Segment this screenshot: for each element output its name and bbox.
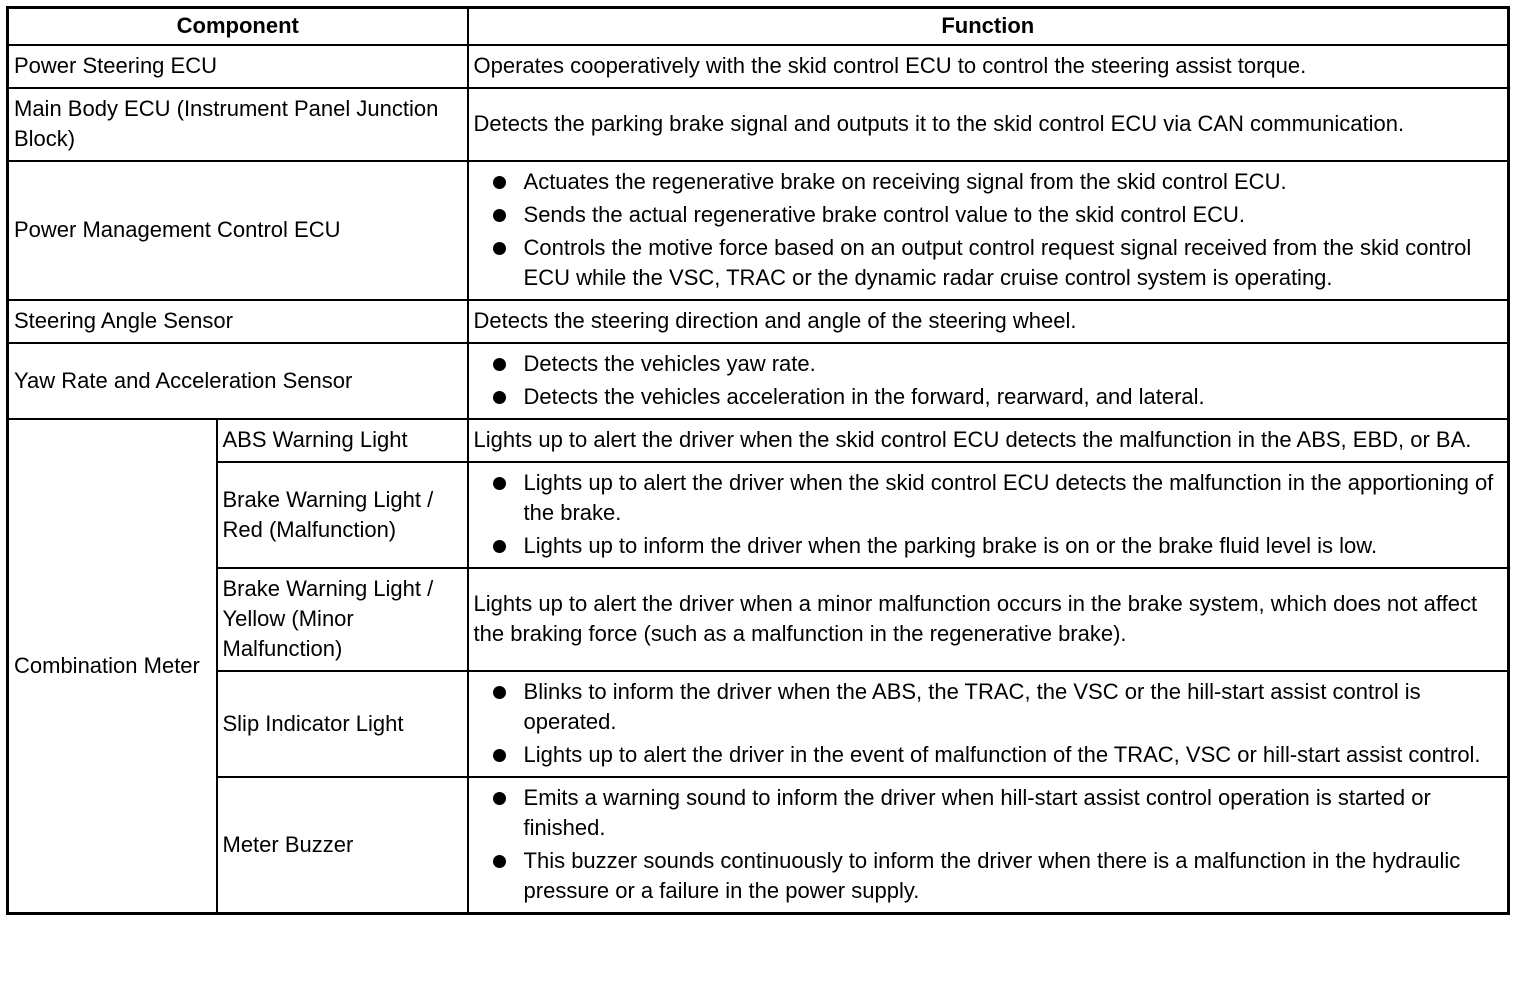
component-cell: Main Body ECU (Instrument Panel Junction Block)	[8, 88, 468, 161]
header-row	[8, 8, 1509, 46]
subcomponent-cell: Brake Warning Light / Yellow (Minor Malfunction)	[217, 568, 468, 671]
bullet-item: This buzzer sounds continuously to inform the driver when there is a malfunction in the hydraulic pressure or a failure in the power supply.	[474, 846, 1503, 906]
function-cell	[468, 671, 1509, 777]
bullet-item: Blinks to inform the driver when the ABS, the TRAC, the VSC or the hill-start assist control is operated.	[474, 677, 1503, 737]
function-cell	[468, 462, 1509, 568]
bullet-list	[474, 677, 1503, 770]
function-cell: Operates cooperatively with the skid control ECU to control the steering assist torque.	[468, 45, 1509, 88]
table-row	[8, 462, 1509, 568]
subcomponent-cell: Slip Indicator Light	[217, 671, 468, 777]
table-row	[8, 777, 1509, 914]
table-row	[8, 671, 1509, 777]
bullet-item: Controls the motive force based on an output control request signal received from the skid control ECU while the VSC, TRAC or the dynamic radar cruise control system is operating.	[474, 233, 1503, 293]
subcomponent-cell: ABS Warning Light	[217, 419, 468, 462]
header-component: Component	[8, 8, 468, 46]
function-cell	[468, 777, 1509, 914]
combination-meter-cell: Combination Meter	[8, 419, 217, 914]
subcomponent-cell: Brake Warning Light / Red (Malfunction)	[217, 462, 468, 568]
table-row	[8, 419, 1509, 462]
function-cell: Detects the steering direction and angle of the steering wheel.	[468, 300, 1509, 343]
table-row	[8, 300, 1509, 343]
function-cell	[468, 161, 1509, 300]
subcomponent-cell: Meter Buzzer	[217, 777, 468, 914]
bullet-item: Sends the actual regenerative brake control value to the skid control ECU.	[474, 200, 1503, 230]
bullet-item: Lights up to inform the driver when the parking brake is on or the brake fluid level is low.	[474, 531, 1503, 561]
bullet-list	[474, 167, 1503, 293]
table-row	[8, 568, 1509, 671]
table-row	[8, 88, 1509, 161]
component-cell: Power Steering ECU	[8, 45, 468, 88]
bullet-item: Lights up to alert the driver when the skid control ECU detects the malfunction in the apportioning of the brake.	[474, 468, 1503, 528]
bullet-list	[474, 349, 1503, 412]
table-row	[8, 161, 1509, 300]
component-cell: Steering Angle Sensor	[8, 300, 468, 343]
component-cell: Yaw Rate and Acceleration Sensor	[8, 343, 468, 419]
function-cell	[468, 343, 1509, 419]
header-function: Function	[468, 8, 1509, 46]
function-cell: Detects the parking brake signal and outputs it to the skid control ECU via CAN communication.	[468, 88, 1509, 161]
bullet-item: Lights up to alert the driver in the event of malfunction of the TRAC, VSC or hill-start assist control.	[474, 740, 1503, 770]
bullet-list	[474, 783, 1503, 906]
component-cell: Power Management Control ECU	[8, 161, 468, 300]
bullet-item: Actuates the regenerative brake on receiving signal from the skid control ECU.	[474, 167, 1503, 197]
table-row	[8, 45, 1509, 88]
table-row	[8, 343, 1509, 419]
bullet-list	[474, 468, 1503, 561]
bullet-item: Emits a warning sound to inform the driver when hill-start assist control operation is started or finished.	[474, 783, 1503, 843]
bullet-item: Detects the vehicles acceleration in the forward, rearward, and lateral.	[474, 382, 1503, 412]
bullet-item: Detects the vehicles yaw rate.	[474, 349, 1503, 379]
function-cell: Lights up to alert the driver when a minor malfunction occurs in the brake system, which does not affect the braking force (such as a malfunction in the regenerative brake).	[468, 568, 1509, 671]
function-table	[6, 6, 1510, 915]
function-cell: Lights up to alert the driver when the skid control ECU detects the malfunction in the ABS, EBD, or BA.	[468, 419, 1509, 462]
